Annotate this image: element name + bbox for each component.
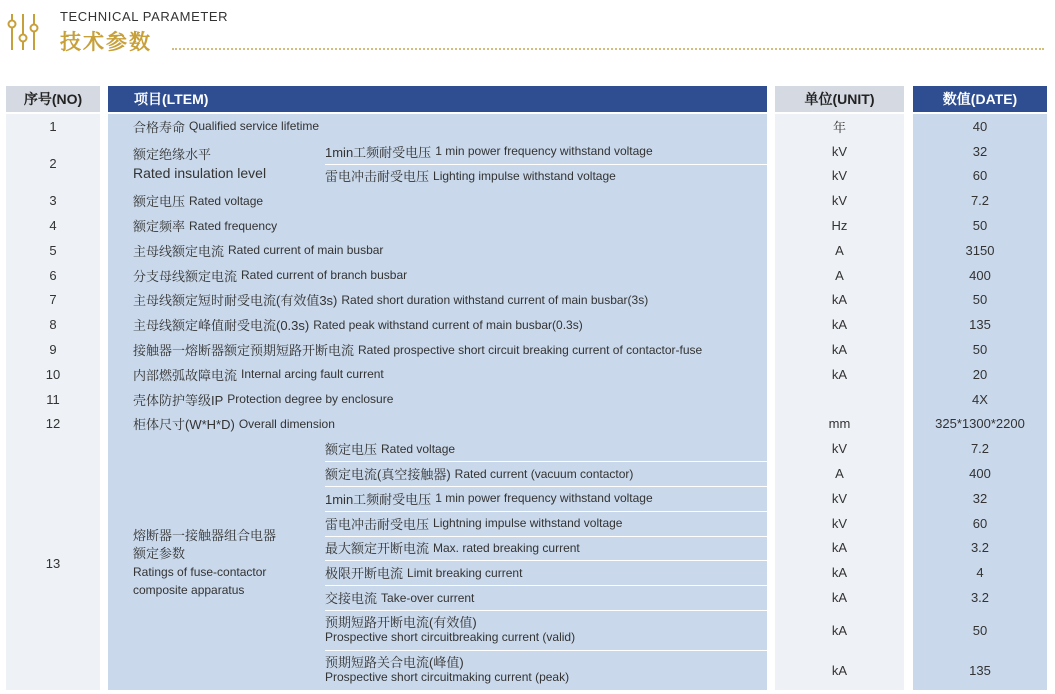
parameter-name-en: Rated frequency (189, 218, 278, 233)
sub-parameter-name (325, 560, 767, 585)
parameter-name-cn: 主母线额定电流 (133, 243, 225, 259)
parameter-name-en: Overall dimension (238, 416, 335, 431)
parameter-name (108, 188, 767, 213)
row-number: 11 (6, 387, 100, 412)
sub-parameter-name-cn: 极限开断电流 (325, 566, 404, 582)
group-label (133, 146, 266, 182)
parameter-sliders-icon (6, 10, 44, 54)
row-number: 13 (6, 436, 100, 690)
sub-parameter-name (325, 536, 767, 561)
parameter-name-cn: 主母线额定短时耐受电流(有效值3s) (133, 293, 338, 309)
row-number: 3 (6, 188, 100, 213)
parameter-name (108, 312, 767, 337)
sub-parameter-name (325, 164, 767, 189)
parameter-unit: kV (775, 164, 904, 189)
parameter-name-en: Rated current of branch busbar (241, 268, 408, 283)
row-divider (913, 690, 1047, 691)
parameter-name (108, 362, 767, 387)
sub-parameter-stack (325, 615, 575, 645)
parameter-unit: kV (775, 511, 904, 536)
sub-parameter-name-en: Rated voltage (381, 441, 456, 456)
sub-parameter-name-en: Max. rated breaking current (433, 540, 580, 555)
parameter-unit: kA (775, 536, 904, 561)
group-label-group-en: Ratings of fuse-contactor (133, 565, 267, 580)
parameter-value: 20 (913, 362, 1047, 387)
parameter-name (108, 213, 767, 238)
sub-parameter-name (325, 461, 767, 486)
parameter-unit: A (775, 263, 904, 288)
parameter-name (108, 412, 767, 437)
group-label-group-cn2: 额定参数 (133, 546, 186, 562)
parameter-value: 60 (913, 511, 1047, 536)
parameter-value: 4X (913, 387, 1047, 412)
parameter-unit: kV (775, 188, 904, 213)
parameter-name-cn: 分支母线额定电流 (133, 268, 238, 284)
parameter-value: 3150 (913, 238, 1047, 263)
sub-parameter-name (325, 650, 767, 690)
sub-parameter-name-en: Prospective short circuitbreaking current (valid) (325, 630, 576, 644)
parameter-name-en: Qualified service lifetime (189, 119, 320, 134)
row-number: 4 (6, 213, 100, 238)
parameter-name (108, 337, 767, 362)
parameter-value: 32 (913, 486, 1047, 511)
parameter-unit: kA (775, 337, 904, 362)
sub-parameter-name (325, 486, 767, 511)
sub-parameter-name-en: 1 min power frequency withstand voltage (435, 144, 653, 159)
parameter-value: 40 (913, 114, 1047, 139)
parameter-name-cn: 接触器一熔断器额定预期短路开断电流 (133, 343, 355, 359)
parameter-unit: kA (775, 288, 904, 313)
sub-parameter-name-cn: 1min工频耐受电压 (325, 491, 432, 507)
parameter-name-cn: 额定频率 (133, 219, 186, 235)
parameter-name (108, 288, 767, 313)
parameter-unit: kA (775, 560, 904, 585)
row-number: 12 (6, 412, 100, 437)
column-header-value: 数值(DATE) (913, 86, 1047, 112)
row-divider (6, 690, 100, 691)
parameter-name-cn: 壳体防护等级IP (133, 392, 224, 408)
row-number: 5 (6, 238, 100, 263)
parameter-value: 325*1300*2200 (913, 412, 1047, 437)
sub-parameter-name-en: Limit breaking current (407, 565, 523, 580)
parameter-name (108, 114, 767, 139)
parameter-unit: A (775, 238, 904, 263)
parameter-value: 50 (913, 213, 1047, 238)
sub-parameter-name-cn: 额定电流(真空接触器) (325, 467, 451, 483)
parameter-name-cn: 内部燃弧故障电流 (133, 367, 238, 383)
row-number: 1 (6, 114, 100, 139)
parameter-unit: kA (775, 312, 904, 337)
sub-parameter-name-cn: 预期短路开断电流(有效值) (325, 615, 477, 630)
parameter-name (108, 387, 767, 412)
group-label-group-cn: 额定绝缘水平 (133, 146, 212, 162)
sub-parameter-name-en: Take-over current (381, 590, 475, 605)
row-number: 7 (6, 288, 100, 313)
header-divider (172, 48, 1044, 50)
parameter-name-en: Rated voltage (189, 193, 264, 208)
sub-parameter-name-en: Lightning impulse withstand voltage (433, 516, 623, 531)
parameter-value: 3.2 (913, 536, 1047, 561)
column-header-no: 序号(NO) (6, 86, 100, 112)
parameter-name-en: Rated prospective short circuit breaking current of contactor-fuse (358, 342, 703, 357)
column-header-unit: 单位(UNIT) (775, 86, 904, 112)
parameter-value: 32 (913, 139, 1047, 164)
parameter-unit: kV (775, 436, 904, 461)
parameter-value: 135 (913, 312, 1047, 337)
parameter-unit: kA (775, 585, 904, 610)
row-divider (775, 690, 904, 691)
parameter-unit: kV (775, 139, 904, 164)
sub-parameter-name-cn: 预期短路关合电流(峰值) (325, 655, 464, 670)
parameter-name-cn: 主母线额定峰值耐受电流(0.3s) (133, 318, 310, 334)
parameter-name-en: Rated short duration withstand current of main busbar(3s) (341, 292, 649, 307)
sub-parameter-name-cn: 雷电冲击耐受电压 (325, 169, 430, 185)
row-number: 6 (6, 263, 100, 288)
parameter-name-en: Internal arcing fault current (241, 367, 384, 382)
sub-parameter-name (325, 511, 767, 536)
parameter-name-en: Protection degree by enclosure (227, 392, 394, 407)
parameter-name (108, 238, 767, 263)
parameter-unit: mm (775, 412, 904, 437)
parameter-unit: kA (775, 362, 904, 387)
parameter-value: 50 (913, 288, 1047, 313)
section-title: 技术参数 (60, 31, 152, 54)
sub-parameter-name-en: Lighting impulse withstand voltage (433, 168, 616, 183)
section-subtitle: TECHNICAL PARAMETER (60, 9, 229, 24)
sub-parameter-name (325, 610, 767, 650)
parameter-value: 60 (913, 164, 1047, 189)
parameter-value: 50 (913, 610, 1047, 650)
parameter-unit: A (775, 461, 904, 486)
group-label-group-en: Rated insulation level (133, 164, 267, 181)
sub-parameter-name (325, 585, 767, 610)
row-divider (108, 690, 767, 691)
sub-parameter-name-cn: 1min工频耐受电压 (325, 144, 432, 160)
parameter-value: 135 (913, 650, 1047, 690)
row-number: 9 (6, 337, 100, 362)
sub-parameter-name-cn: 最大额定开断电流 (325, 541, 430, 557)
parameter-unit: 年 (775, 114, 904, 139)
row-number: 8 (6, 312, 100, 337)
group-label-group-en2: composite apparatus (133, 583, 245, 598)
parameter-name (108, 263, 767, 288)
sub-parameter-name-cn: 雷电冲击耐受电压 (325, 516, 430, 532)
column-header-item: 项目(LTEM) (108, 86, 767, 112)
parameter-name-cn: 合格寿命 (133, 119, 186, 135)
parameter-value: 3.2 (913, 585, 1047, 610)
parameter-unit: Hz (775, 213, 904, 238)
sub-parameter-name-cn: 额定电压 (325, 442, 378, 458)
group-label-group-cn: 熔断器一接触器组合电器 (133, 528, 277, 544)
sub-parameter-name-en: Rated current (vacuum contactor) (454, 466, 634, 481)
sub-parameter-name-en: Prospective short circuitmaking current (peak) (325, 670, 570, 684)
parameter-value: 50 (913, 337, 1047, 362)
parameter-name-en: Rated current of main busbar (228, 243, 384, 258)
parameter-unit: kA (775, 610, 904, 650)
parameter-value: 400 (913, 263, 1047, 288)
sub-parameter-name-en: 1 min power frequency withstand voltage (435, 491, 653, 506)
sub-parameter-name (325, 436, 767, 461)
sub-parameter-name-cn: 交接电流 (325, 591, 378, 607)
parameter-value: 400 (913, 461, 1047, 486)
parameter-unit: kA (775, 650, 904, 690)
parameter-unit: kV (775, 486, 904, 511)
sub-parameter-stack (325, 655, 569, 685)
parameter-unit (775, 387, 904, 412)
row-number: 2 (6, 139, 100, 189)
row-number: 10 (6, 362, 100, 387)
parameter-name-en: Rated peak withstand current of main busbar(0.3s) (313, 317, 583, 332)
group-label (133, 527, 276, 599)
parameter-value: 4 (913, 560, 1047, 585)
parameter-name-cn: 额定电压 (133, 194, 186, 210)
parameter-value: 7.2 (913, 188, 1047, 213)
parameter-name-cn: 柜体尺寸(W*H*D) (133, 417, 235, 433)
sub-parameter-name (325, 139, 767, 164)
parameter-value: 7.2 (913, 436, 1047, 461)
